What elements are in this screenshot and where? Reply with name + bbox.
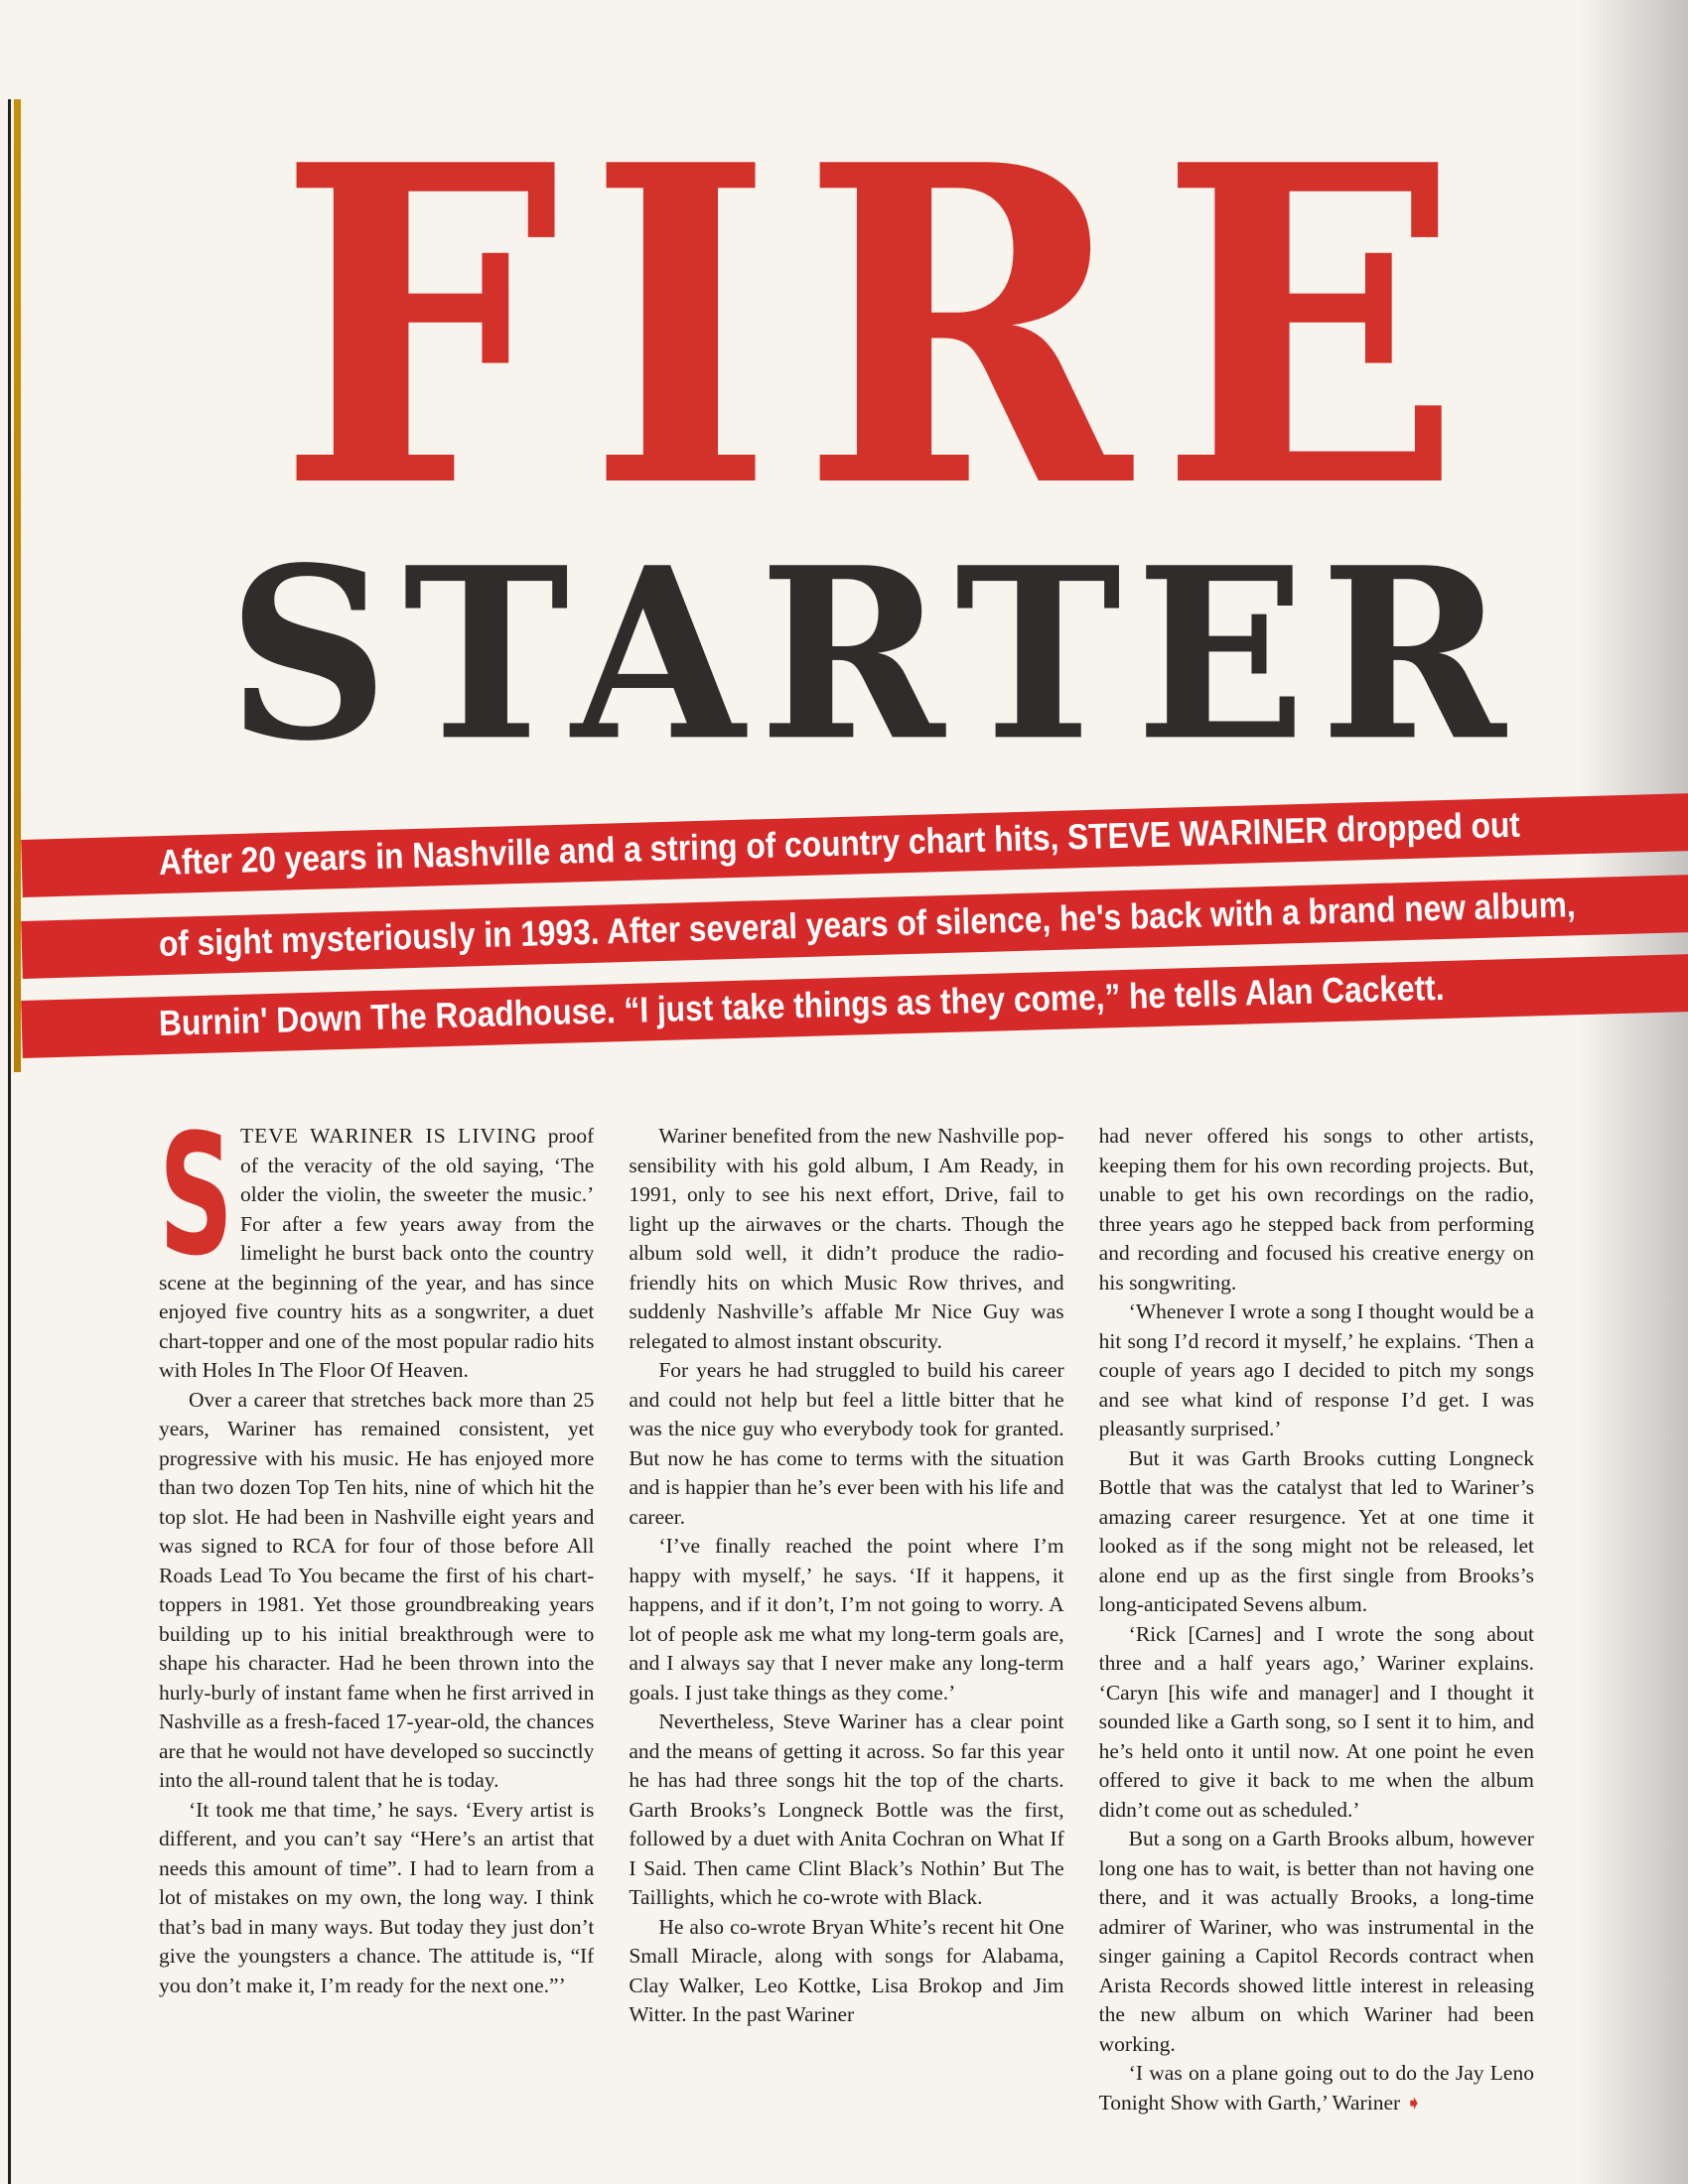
drop-cap: S [159, 1122, 234, 1293]
article-paragraph: Over a career that stretches back more than 25 years, Wariner has remained consistent, yet progressive with his music. He has enjoyed more than two dozen Top Ten hits, nine of which hit the top slot. He had been in Nashville eight years and was signed to RCA for four of those before All Roads Lead To You became the first of his chart-toppers in 1981. Yet those groundbreaking years building up to his initial breakthrough were to shape his character. Had he been thrown into the hurly-burly of instant fame when he first arrived in Nashville as a fresh-faced 17-year-old, the chances are that he would not have developed so succinctly into the all-round talent that he is today. [159, 1387, 595, 1792]
article-paragraph: He also co-wrote Bryan White’s recent hit One Small Miracle, along with songs for Alabama, Clay Walker, Leo Kottke, Lisa Brokop and Jim Witter. In the past Wariner [629, 1914, 1064, 2026]
article-paragraph: ‘Rick [Carnes] and I wrote the song about three and a half years ago,’ Wariner explains. ‘Caryn [his wife and manager] and I thought it sounded like a Garth song, so I sent it to him, and he’s held onto it until now. At one point he even offered to give it back to me when the album didn’t come out as scheduled.’ [1098, 1621, 1534, 1822]
page-edge-line [8, 99, 11, 2184]
paragraph-text: proof of the veracity of the old saying, ‘The older the violin, the sweeter the music.’ For after a few years away from the limelight he burst back onto the country scene at the beginning of the year, and has since enjoyed five country hits as a songwriter, a duet chart-topper and one of the most popular radio hits with Holes In The Floor Of Heaven. [159, 1124, 595, 1382]
article-paragraph: ‘I’ve finally reached the point where I’m happy with myself,’ he says. ‘If it happens, it happens, and if it don’t, I’m not going to worry. A lot of people ask me what my long-term goals are, and I always say that I never make any long-term goals. I just take things as they come.’ [629, 1534, 1064, 1705]
deck-line-1: After 20 years in Nashville and a string of country chart hits, STEVE WARINER dropped out [158, 803, 1521, 883]
article-paragraph: But a song on a Garth Brooks album, however long one has to wait, is better than not having one there, and it was actually Brooks, a long-time admirer of Wariner, who was instrumental in the singer gaining a Capitol Records contract when Arista Records showed little interest in releasing the new album on which Wariner had been working. [1098, 1827, 1534, 2056]
article-paragraph: Nevertheless, Steve Wariner has a clear point and the means of getting it across. So far this year he has had three songs hit the top of the charts. Garth Brooks’s Longneck Bottle was the first, followed by a duet with Anita Cochran on What If I Said. Then came Clint Black’s Nothin’ But The Taillights, which he co-wrote with Black. [629, 1709, 1064, 1909]
article-column-3 [1099, 1122, 1534, 2174]
paragraph-text: ‘I was on a plane going out to do the Jay Leno Tonight Show with Garth,’ Wariner [1098, 2061, 1534, 2115]
article-body [159, 1122, 1534, 2174]
page-edge-tab [14, 99, 21, 1072]
continue-arrow-icon: ➧ [1405, 2090, 1423, 2115]
headline-starter: STARTER [227, 515, 1520, 793]
article-paragraph: ‘It took me that time,’ he says. ‘Every artist is different, and you can’t say “Here’s an artist that needs this amount of time”. I had to learn from a lot of mistakes on my own, the long way. I think that’s bad in many ways. But today they just don’t give the youngsters a chance. The attitude is, “If you don’t make it, I’m ready for the next one.”’ [159, 1797, 595, 1997]
article-column-2 [629, 1122, 1063, 2174]
article-paragraph: But it was Garth Brooks cutting Longneck Bottle that was the catalyst that led to Wariner’s amazing career resurgence. Yet at one time it looked as if the song might not be released, let alone end up as the first single from Brooks’s long-anticipated Sevens album. [1098, 1445, 1534, 1616]
deck-line-2: of sight mysteriously in 1993. After several years of silence, he's back with a brand new album, [158, 884, 1577, 964]
article-paragraph: had never offered his songs to other artists, keeping them for his own recording projects. But, unable to get his own recordings on the radio, three years ago he stepped back from performing and recording and focused his creative energy on his songwriting. [1098, 1124, 1534, 1295]
headline-fire: FIRE [277, 70, 1490, 585]
article-paragraph [159, 1122, 594, 1386]
lead-in-caps: TEVE WARINER IS LIVING [240, 1124, 538, 1148]
article-paragraph: ‘Whenever I wrote a song I thought would be a hit song I’d record it myself,’ he explains. ‘Then a couple of years ago I decided to pitch my songs and see what kind of response I’d get. I was pleasantly surprised.’ [1098, 1299, 1534, 1440]
article-paragraph: Wariner benefited from the new Nashville pop-sensibility with his gold album, I Am Ready, in 1991, only to see his next effort, Drive, fail to light up the airwaves or the charts. Though the album sold well, it didn’t produce the radio-friendly hits on which Music Row thrives, and suddenly Nashville’s affable Mr Nice Guy was relegated to almost instant obscurity. [629, 1124, 1064, 1353]
article-paragraph: For years he had struggled to build his career and could not help but feel a little bitter that he was the nice guy who everybody took for granted. But now he has come to terms with the situation and is happier than he’s ever been with his life and career. [629, 1358, 1064, 1529]
article-column-1 [159, 1122, 594, 2174]
article-paragraph [1099, 2059, 1534, 2117]
deck-line-3: Burnin' Down The Roadhouse. “I just take things as they come,” he tells Alan Cackett. [158, 966, 1445, 1043]
